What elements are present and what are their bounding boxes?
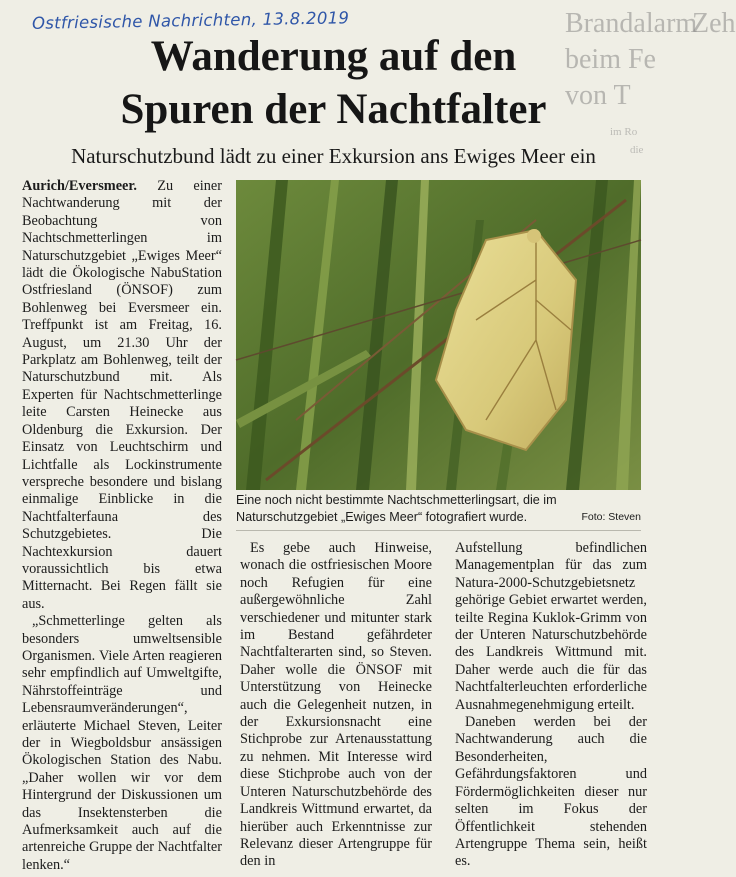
caption-text: Eine noch nicht bestimmte Nachtschmetterlingsart, die im Naturschutzgebiet „Ewiges Meer“ fotografiert wurde. (236, 493, 557, 524)
caption-divider (236, 530, 641, 531)
bg-fragment: beim Fe (565, 44, 656, 75)
bg-fragment: von T (565, 80, 631, 111)
dateline: Aurich/Eversmeer. (22, 178, 138, 194)
bg-fragment: die (630, 144, 644, 156)
article-column-1 (22, 178, 222, 873)
paragraph: Daneben werden bei der Nachtwanderung auch die Besonderheiten, Gefährdungsfaktoren und Fördermöglichkeiten dieser nur selten im Fokus der Öffentlichkeit stehenden Artengruppe Thema sein, heißt es. (455, 714, 647, 870)
paragraph-text: Zu einer Nachtwanderung mit der Beobachtung von Nachtschmetterlingen im Naturschutzgebiet „Ewiges Meer“ lädt die Ökologische NabuStation Ostfriesland (ÖNSOF) zum Bohlenweg bei Eversmeer ein. Treffpunkt ist am Freitag, 16. August, um 21.30 Uhr der Parkplatz am Bohlenweg, teilt der Naturschutzbund mit. Als Experten für Nachtschmetterlinge leite Carsten Heinecke aus Oldenburg die Exkursion. Der Einsatz von Leuchtschirm und Lichtfalle als Lockinstrumente verspreche besondere und bislang einmalige Einblicke in die Nachtfalterfauna des Schutzgebietes. Die Nachtexkursion dauert voraussichtlich bis etwa Mitternacht. Bei Regen fällt sie aus. (22, 178, 222, 612)
bg-fragment: Brandalarm (565, 8, 698, 39)
bg-fragment: im Ro (610, 126, 638, 138)
photo-caption (236, 492, 641, 525)
article-column-3 (455, 540, 647, 870)
moth-in-grass-illustration (236, 180, 641, 490)
handwritten-source-note: Ostfriesische Nachrichten, 13.8.2019 (31, 8, 350, 33)
article-column-2 (240, 540, 432, 870)
article-subheadline: Naturschutzbund lädt zu einer Exkursion ans Ewiges Meer ein (71, 144, 596, 168)
paragraph: Es gebe auch Hinweise, wonach die ostfriesischen Moore noch Refugien für eine außergewöhnliche Zahl verschiedener und mitunter stark im Bestand gefährdeter Nachtfalterarten sind, so Steven. Daher wolle die ÖNSOF mit Unterstützung von Heinecke auch die Gelegenheit nutzen, in der Exkursionsnacht eine Stichprobe zur Artenausstattung zu nehmen. Mit Interesse wird diese Stichprobe auch von der Unteren Naturschutzbehörde des Landkreis Wittmund erwartet, da hierüber auch Erkenntnisse zur Relevanz dieser Artengruppe für den in (240, 540, 432, 870)
paragraph: Aufstellung befindlichen Managementplan für das zum Natura-2000-Schutzgebietsnetz gehörige Gebiet erwartet werden, teilte Regina Kuklok-Grimm von der Unteren Naturschutzbehörde des Landkreis Wittmund mit. Daher werde auch die für das Nachtfalterleuchten erforderliche Ausnahmegenehmigung erteilt. (455, 540, 647, 713)
headline-line-2: Spuren der Nachtfalter (120, 86, 547, 133)
photo-credit: Foto: Steven (581, 510, 641, 523)
bg-fragment: Zeh (692, 8, 736, 39)
moth-photo (236, 180, 641, 490)
paragraph: „Schmetterlinge gelten als besonders umweltsensible Organismen. Viele Arten reagieren sehr empfindlich auf Umweltgifte, Nährstoffeinträge und Lebensraumveränderungen“, erläuterte Michael Steven, Leiter der in Wiegboldsbur ansässigen Ökologischen Station des Nabu. „Daher wollen wir vor dem Hintergrund der Diskussionen um das Insektensterben die Aufmerksamkeit auch auf die artenreiche Gruppe der Nachtfalter lenken.“ (22, 613, 222, 873)
headline-line-1: Wanderung auf den (150, 33, 517, 80)
paragraph (22, 178, 222, 613)
article-headline (0, 30, 667, 136)
